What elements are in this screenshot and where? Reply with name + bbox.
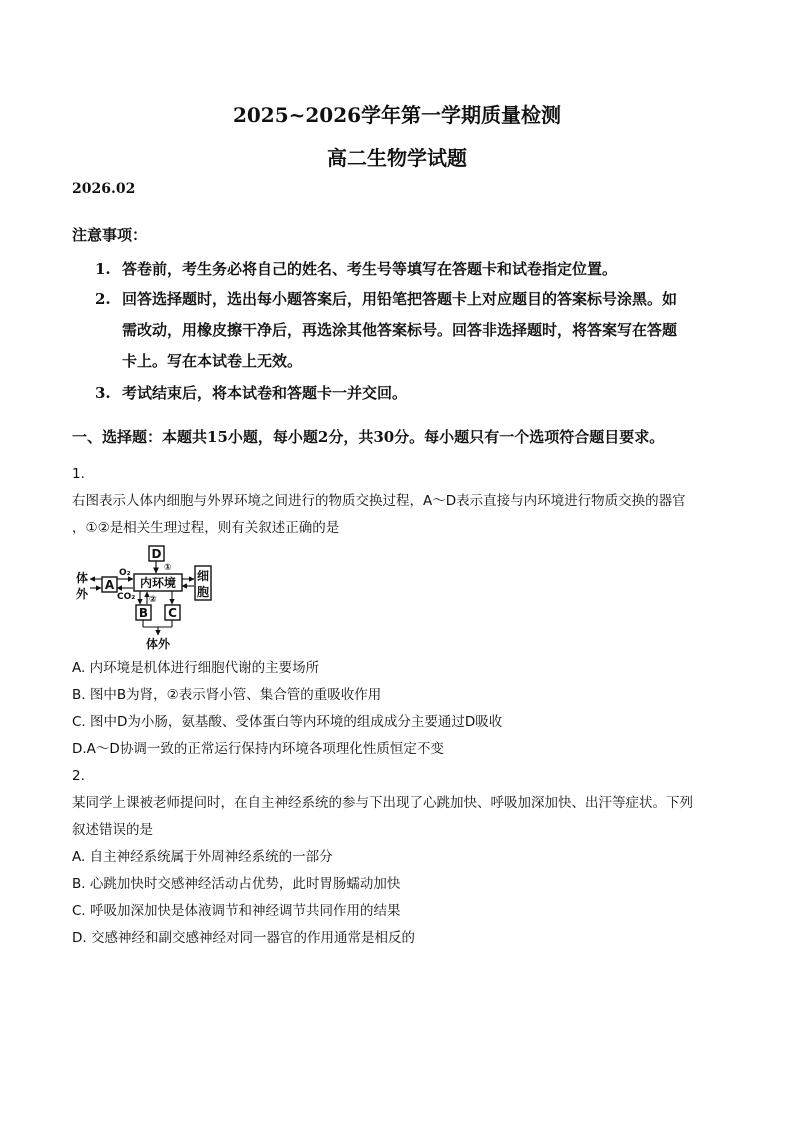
option-b: B. 心跳加快时交感神经活动占优势，此时胃肠蠕动加快 — [72, 876, 401, 892]
o2-label: O₂ — [119, 568, 131, 578]
organ-a-label: A — [104, 578, 115, 592]
notice-number: 2. — [95, 290, 111, 308]
exam-date: 2026.02 — [72, 181, 136, 197]
notice-text: 考试结束后，将本试卷和答题卡一并交回。 — [122, 384, 408, 402]
option-c: C. 图中D为小肠，氨基酸、受体蛋白等内环境的组成成分主要通过D吸收 — [72, 714, 503, 730]
internal-environment-label: 内环境 — [139, 576, 177, 590]
co2-label: CO₂ — [117, 592, 136, 602]
notice-text: 需改动，用橡皮擦干净后，再选涂其他答案标号。回答非选择题时，将答案写在答题 — [122, 321, 678, 339]
notice-text: 回答选择题时，选出每小题答案后，用铅笔把答题卡上对应题目的答案标号涂黑。如 — [122, 290, 678, 308]
organ-b-label: B — [138, 606, 149, 620]
bottom-outside-label: 体外 — [145, 637, 171, 651]
notice-text: 答卷前，考生务必将自己的姓名、考生号等填写在答题卡和试卷指定位置。 — [122, 260, 618, 278]
question-number: 1. — [72, 466, 85, 482]
body-exchange-diagram — [72, 544, 217, 652]
notice-heading: 注意事项： — [72, 226, 148, 244]
outside-label-2: 外 — [76, 587, 89, 601]
notice-number: 1. — [95, 260, 111, 278]
question-1 — [72, 461, 722, 542]
question-stem: 右图表示人体内细胞与外界环境之间进行的物质交换过程，A～D表示直接与内环境进行物质交换的器官 — [72, 493, 686, 509]
cell-label-1: 细 — [196, 569, 210, 583]
question-2 — [72, 763, 722, 952]
organ-d-label: D — [151, 547, 162, 561]
question-stem: 某同学上课被老师提问时，在自主神经系统的参与下出现了心跳加快、呼吸加深加快、出汗等症状。下列 — [72, 795, 693, 811]
question-1-options — [72, 655, 722, 763]
cell-label-2: 胞 — [196, 585, 210, 599]
option-c: C. 呼吸加深加快是体液调节和神经调节共同作用的结果 — [72, 903, 401, 919]
section-heading: 一、选择题：本题共15小题，每小题2分，共30分。每小题只有一个选项符合题目要求。 — [72, 428, 665, 446]
option-a: A. 自主神经系统属于外周神经系统的一部分 — [72, 849, 333, 865]
question-number: 2. — [72, 768, 85, 784]
outside-label-1: 体 — [76, 571, 89, 585]
process-1-label: ① — [164, 563, 172, 573]
option-d: D.A～D协调一致的正常运行保持内环境各项理化性质恒定不变 — [72, 741, 444, 757]
notice-number: 3. — [95, 384, 111, 402]
option-d: D. 交感神经和副交感神经对同一器官的作用通常是相反的 — [72, 930, 415, 946]
option-b: B. 图中B为肾，②表示肾小管、集合管的重吸收作用 — [72, 687, 382, 703]
notice-text: 卡上。写在本试卷上无效。 — [122, 352, 303, 370]
organ-c-label: C — [168, 606, 177, 620]
process-2-label: ② — [149, 595, 157, 605]
notice-item — [95, 254, 722, 285]
question-stem: ，①②是相关生理过程，则有关叙述正确的是 — [72, 520, 340, 536]
notice-item — [95, 284, 722, 377]
exam-title: 2025~2026学年第一学期质量检测 — [232, 103, 562, 127]
option-a: A. 内环境是机体进行细胞代谢的主要场所 — [72, 660, 320, 676]
exam-subtitle: 高二生物学试题 — [327, 146, 467, 170]
question-stem: 叙述错误的是 — [72, 822, 153, 838]
notice-item — [95, 378, 722, 409]
